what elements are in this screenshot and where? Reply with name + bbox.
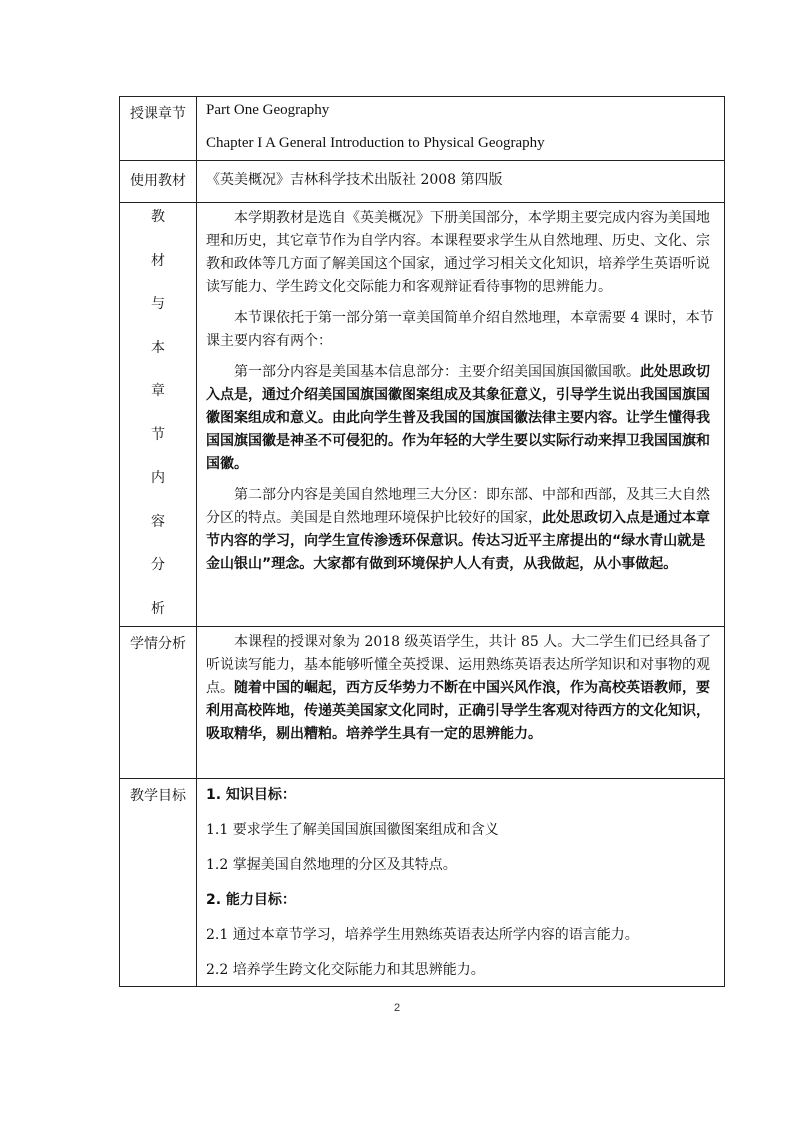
chapter-title-line: Chapter I A General Introduction to Physical Geography: [206, 135, 545, 151]
analysis-paragraph-2: 本节课依托于第一部分第一章美国简单介绍自然地理，本章需要 4 课时，本节课主要内容有两个：: [206, 310, 714, 349]
goals-label: 教学目标: [120, 779, 197, 987]
analysis-paragraph-4: [206, 484, 716, 576]
goal-item-2-1: 2.1 通过本章节学习，培养学生用熟练英语表达所学内容的语言能力。: [206, 927, 639, 943]
analysis-paragraph-3-emphasis: 此处思政切入点是，通过介绍美国国旗国徽图案组成及其象征意义，引导学生说出我国国旗国徽图案组成和意义。由此向学生普及我国的国旗国徽法律主要内容。让学生懂得我国国旗国徽是神圣不可侵犯的。作为年轻的大学生要以实际行动来捍卫我国国旗和国徽。: [206, 364, 710, 472]
analysis-paragraph-1: 本学期教材是选自《英美概况》下册美国部分，本学期主要完成内容为美国地理和历史，其它章节作为自学内容。本课程要求学生从自然地理、历史、文化、宗教和政体等几方面了解美国这个国家，通过学习相关文化知识，培养学生英语听说读写能力、学生跨文化交际能力和客观辩证看待事物的思辨能力。: [206, 210, 710, 295]
analysis-label-char: 教: [151, 209, 165, 225]
analysis-label-char: 分: [151, 557, 165, 573]
analysis-label: [120, 203, 197, 627]
students-paragraph-text: 本课程的授课对象为 2018 级英语学生，共计 85 人。大二学生们已经具备了听说读写能力，基本能够听懂全英授课、运用熟练英语表达所学知识和对事物的观点。: [206, 634, 712, 696]
students-paragraph: [206, 631, 716, 746]
students-content: [197, 627, 725, 779]
goal-heading-ability-text: 2. 能力目标：: [206, 892, 296, 908]
students-row: [120, 627, 725, 779]
page-number: 2: [393, 1002, 401, 1014]
analysis-paragraph-4-emphasis: 此处思政切入点是通过本章节内容的学习，向学生宣传渗透环保意识。传达习近平主席提出的“绿水青山就是金山银山”理念。大家都有做到环境保护人人有责，从我做起，从小事做起。: [206, 510, 710, 572]
goals-content: [197, 779, 725, 987]
textbook-label: 使用教材: [120, 161, 197, 203]
analysis-content: [197, 203, 725, 627]
chapter-row: [120, 97, 725, 161]
analysis-label-char: 内: [151, 470, 165, 486]
goal-item-1-1: 1.1 要求学生了解美国国旗国徽图案组成和含义: [206, 822, 499, 838]
goal-item-1-2: 1.2 掌握美国自然地理的分区及其特点。: [206, 857, 457, 873]
chapter-part-line: Part One Geography: [206, 102, 330, 118]
textbook-row: [120, 161, 725, 203]
analysis-paragraph-4-text: 第二部分内容是美国自然地理三大分区：即东部、中部和西部，及其三大自然分区的特点。美国是自然地理环境保护比较好的国家，: [206, 487, 710, 526]
lesson-plan-table: [119, 96, 725, 987]
analysis-label-char: 容: [151, 513, 165, 530]
chapter-label: 授课章节: [120, 97, 197, 161]
goal-heading-knowledge-text: 1. 知识目标：: [206, 787, 296, 803]
students-label: 学情分析: [120, 627, 197, 779]
analysis-row: [120, 203, 725, 627]
analysis-label-char: 材: [151, 252, 165, 269]
goal-item-2-2: 2.2 培养学生跨文化交际能力和其思辨能力。: [206, 962, 485, 978]
goals-row: [120, 779, 725, 987]
analysis-paragraph-3: [206, 361, 716, 476]
analysis-label-char: 与: [151, 296, 165, 312]
analysis-label-char: 本: [151, 339, 165, 356]
students-paragraph-emphasis: 随着中国的崛起，西方反华势力不断在中国兴风作浪，作为高校英语教师，要利用高校阵地，传递英美国家文化同时，正确引导学生客观对待西方的文化知识，吸取精华，剔出糟粕。培养学生具有一定的思辨能力。: [206, 680, 710, 742]
analysis-paragraph-3-text: 第一部分内容是美国基本信息部分：主要介绍美国国旗国徽国歌。: [234, 364, 640, 380]
analysis-label-char: 析: [151, 600, 165, 617]
analysis-label-char: 节: [151, 426, 165, 443]
goal-heading-ability: [206, 889, 716, 912]
goal-heading-knowledge: [206, 784, 716, 807]
textbook-value: 《英美概况》吉林科学技术出版社 2008 第四版: [197, 161, 725, 203]
analysis-label-char: 章: [151, 383, 165, 399]
chapter-content: [197, 97, 725, 161]
